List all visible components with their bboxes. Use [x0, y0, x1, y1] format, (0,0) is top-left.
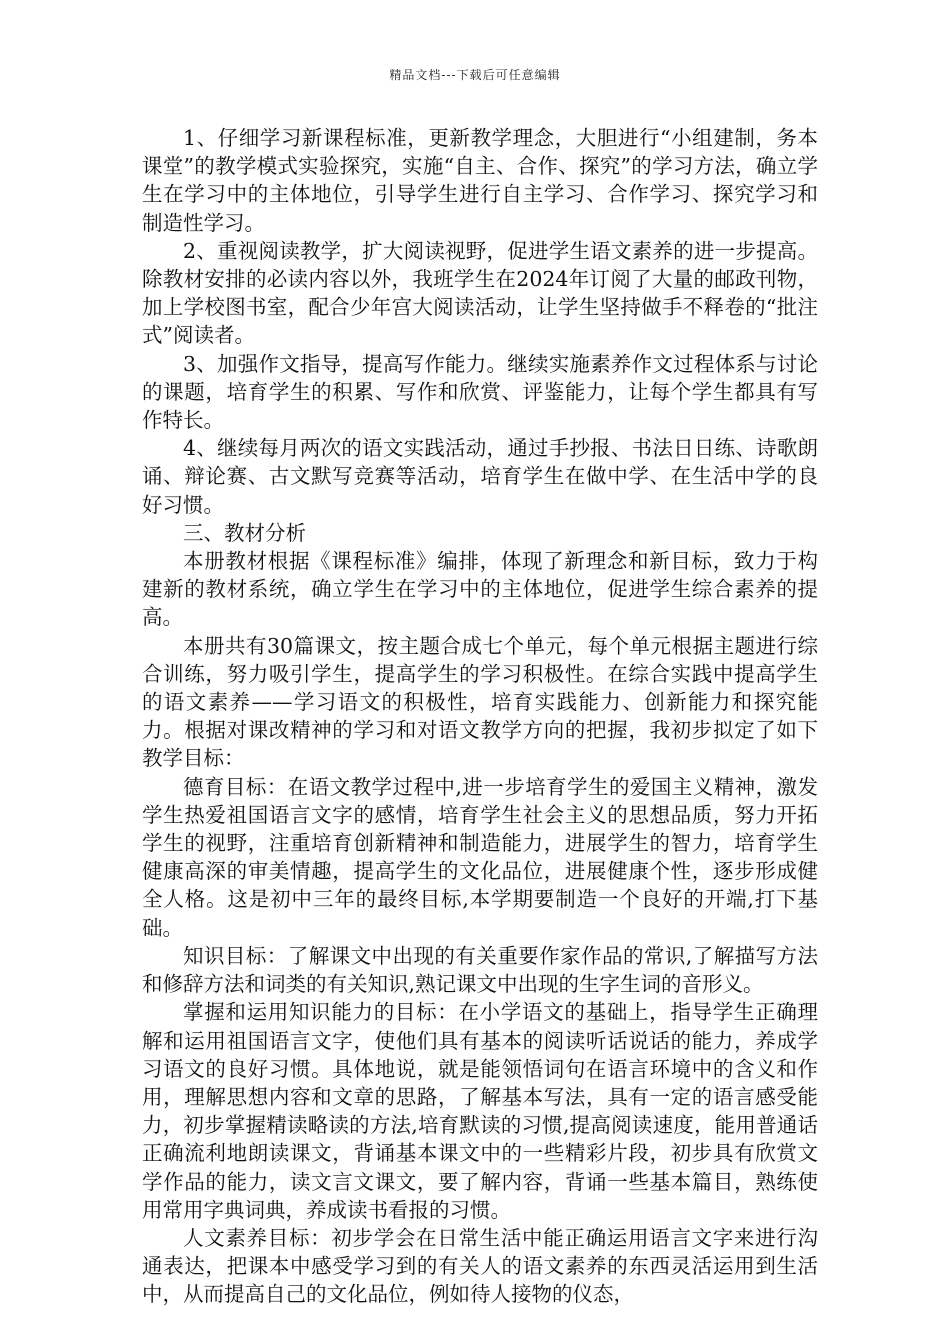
- document-body: [142, 124, 818, 1309]
- paragraph-goal-3: 3、加强作文指导，提高写作能力。继续实施素养作文过程体系与讨论的课题，培育学生的积累、写作和欣赏、评鉴能力，让每个学生都具有写作特长。: [142, 351, 818, 433]
- paragraph-goal-1: 1、仔细学习新课程标准，更新教学理念，大胆进行“小组建制，务本课堂”的教学模式实验探究，实施“自主、合作、探究”的学习方法，确立学生在学习中的主体地位，引导学生进行自主学习、合作学习、探究学习和制造性学习。: [142, 126, 818, 235]
- section-heading-textbook-analysis: 三、教材分析: [183, 520, 306, 545]
- paragraph-moral-goals: 德育目标：在语文教学过程中,进一步培育学生的爱国主义精神，激发学生热爱祖国语言文字的感情，培育学生社会主义的思想品质，努力开拓学生的视野，注重培育创新精神和制造能力，进展学生的智力，培育学生健康高深的审美情趣，提高学生的文化品位，进展健康个性，逐步形成健全人格。这是初中三年的最终目标,本学期要制造一个良好的开端,打下基础。: [142, 774, 818, 940]
- paragraph-ability-goals: 掌握和运用知识能力的目标：在小学语文的基础上，指导学生正确理解和运用祖国语言文字，使他们具有基本的阅读听话说话的能力，养成学习语文的良好习惯。具体地说，就是能领悟词句在语言环境中的含义和作用，理解思想内容和文章的思路，了解基本写法，具有一定的语言感受能力，初步掌握精读略读的方法,培育默读的习惯,提高阅读速度，能用普通话正确流利地朗读课文，背诵基本课文中的一些精彩片段，初步具有欣赏文学作品的能力，读文言文课文，要了解内容，背诵一些基本篇目，熟练使用常用字典词典，养成读书看报的习惯。: [142, 1000, 818, 1222]
- paragraph-textbook-overview: 本册教材根据《课程标准》编排，体现了新理念和新目标，致力于构建新的教材系统，确立学生在学习中的主体地位，促进学生综合素养的提高。: [142, 549, 818, 630]
- page-header: 精品文档---下载后可任意编辑: [389, 68, 561, 82]
- paragraph-goal-4: 4、继续每月两次的语文实践活动，通过手抄报、书法日日练、诗歌朗诵、辩论赛、古文默写竞赛等活动，培育学生在做中学、在生活中学的良好习惯。: [142, 436, 818, 517]
- paragraph-humanities-goals: 人文素养目标：初步学会在日常生活中能正确运用语言文字来进行沟通表达，把课本中感受学习到的有关人的语文素养的东西灵活运用到生活中，从而提高自己的文化品位，例如待人接物的仪态，: [142, 1225, 818, 1307]
- paragraph-goal-2: 2、重视阅读教学，扩大阅读视野，促进学生语文素养的进一步提高。除教材安排的必读内容以外，我班学生在2024年订阅了大量的邮政刊物，加上学校图书室，配合少年宫大阅读活动，让学生坚持做手不释卷的“批注式”阅读者。: [142, 238, 818, 348]
- paragraph-knowledge-goals: 知识目标：了解课文中出现的有关重要作家作品的常识,了解描写方法和修辞方法和词类的有关知识,熟记课文中出现的生字生词的音形义。: [142, 943, 818, 997]
- paragraph-units: 本册共有30篇课文，按主题合成七个单元，每个单元根据主题进行综合训练，努力吸引学生，提高学生的学习积极性。在综合实践中提高学生的语文素养——学习语文的积极性，培育实践能力、创新能力和探究能力。根据对课改精神的学习和对语文教学方向的把握，我初步拟定了如下教学目标：: [142, 633, 818, 771]
